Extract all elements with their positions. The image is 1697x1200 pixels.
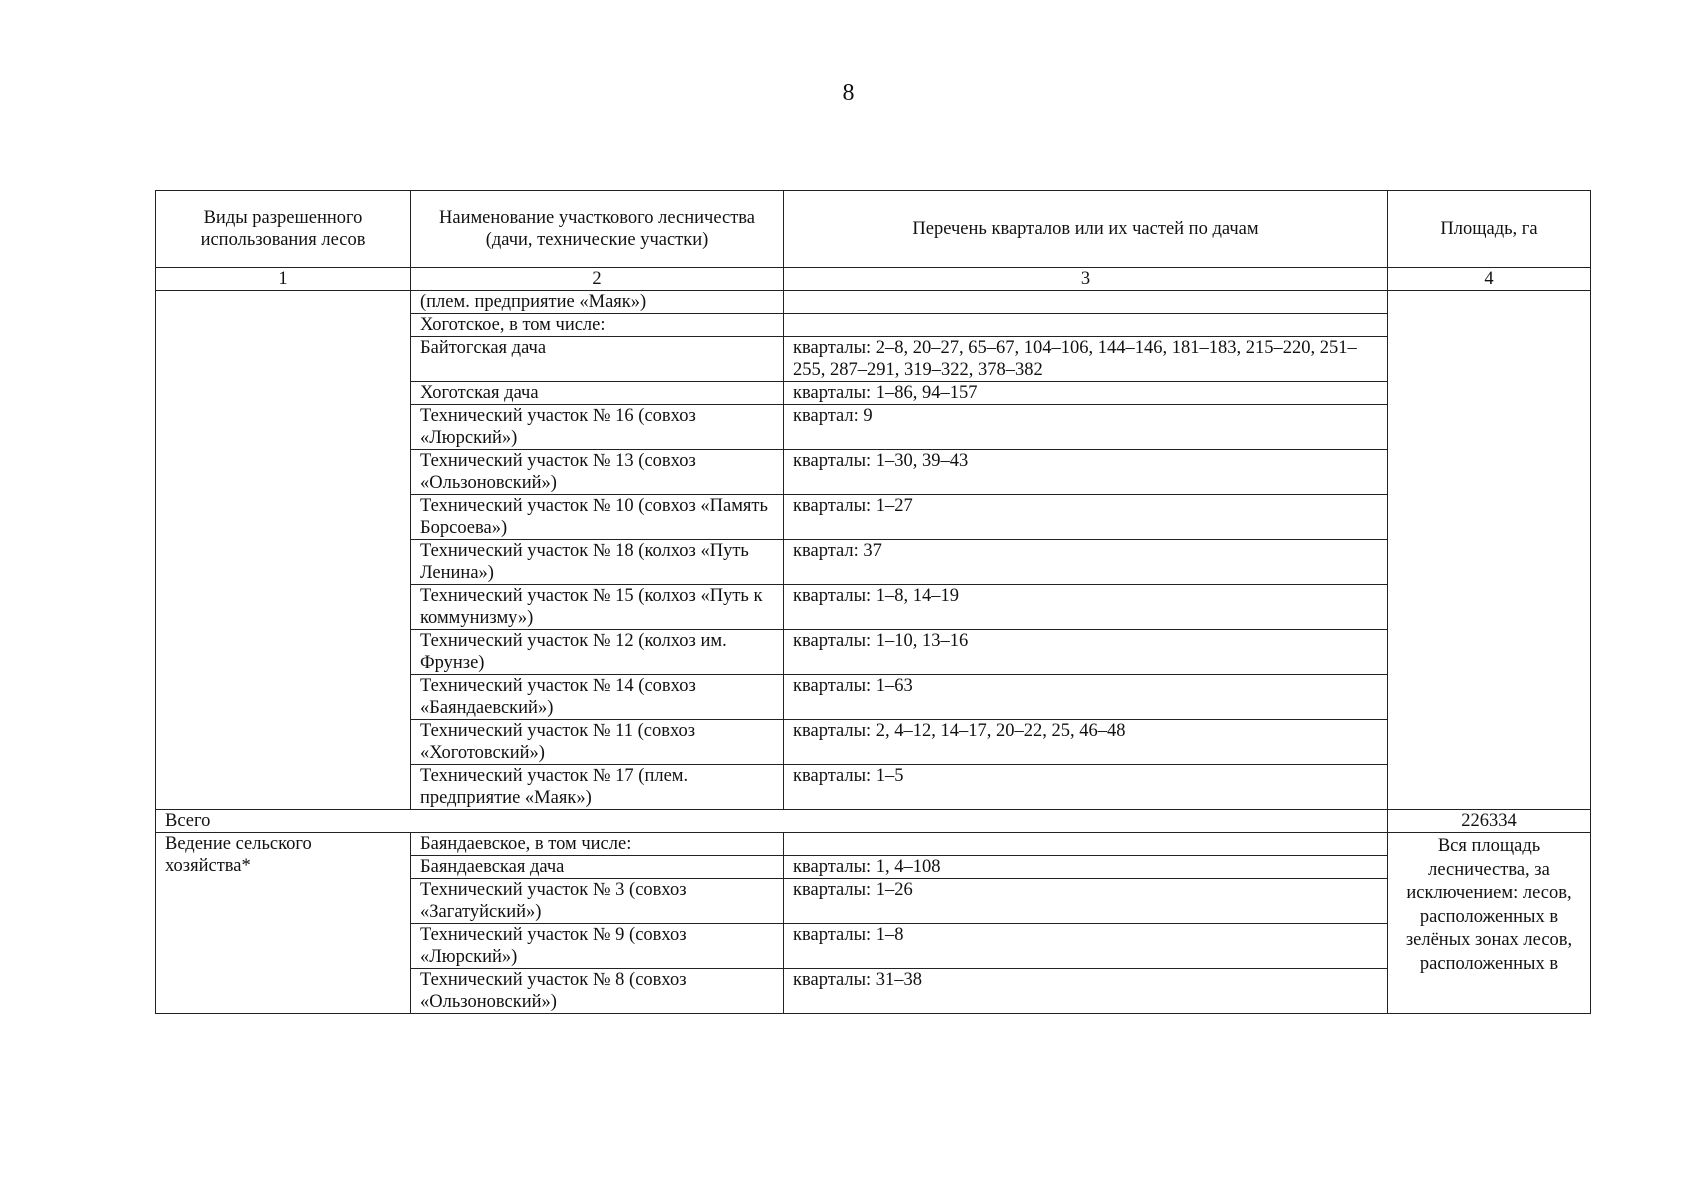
column-number: 1	[156, 268, 411, 291]
quarters-cell: кварталы: 1–5	[784, 765, 1388, 810]
use-type-cell-empty	[156, 291, 411, 810]
quarters-cell: кварталы: 1–30, 39–43	[784, 450, 1388, 495]
area-note-cell: Вся площадь лесничества, за исключением: лесов, расположенных в зелёных зонах лесов, расположенных в	[1388, 833, 1591, 1014]
forestry-name-cell: Баяндаевское, в том числе:	[411, 833, 784, 856]
quarters-cell	[784, 833, 1388, 856]
quarters-cell: кварталы: 1, 4–108	[784, 856, 1388, 879]
forestry-name-cell: Технический участок № 9 (совхоз «Люрский»)	[411, 924, 784, 969]
forestry-name-cell: Технический участок № 3 (совхоз «Загатуйский»)	[411, 879, 784, 924]
column-number: 2	[411, 268, 784, 291]
header-use-type: Виды разрешенного использования лесов	[156, 191, 411, 268]
quarters-cell: квартал: 9	[784, 405, 1388, 450]
forestry-name-cell: Технический участок № 15 (колхоз «Путь к коммунизму»)	[411, 585, 784, 630]
quarters-cell: кварталы: 1–86, 94–157	[784, 382, 1388, 405]
forestry-name-cell: Технический участок № 16 (совхоз «Люрский»)	[411, 405, 784, 450]
quarters-cell	[784, 314, 1388, 337]
forestry-name-cell: Технический участок № 17 (плем. предприятие «Маяк»)	[411, 765, 784, 810]
forestry-name-cell: Баяндаевская дача	[411, 856, 784, 879]
forestry-name-cell: Хоготское, в том числе:	[411, 314, 784, 337]
forestry-name-cell: (плем. предприятие «Маяк»)	[411, 291, 784, 314]
forestry-name-cell: Технический участок № 18 (колхоз «Путь Ленина»)	[411, 540, 784, 585]
use-type-cell: Ведение сельского хозяйства*	[156, 833, 411, 1014]
area-cell-empty	[1388, 291, 1591, 810]
quarters-cell: кварталы: 31–38	[784, 969, 1388, 1014]
table-row	[156, 291, 1591, 314]
column-number: 4	[1388, 268, 1591, 291]
quarters-cell: кварталы: 1–8, 14–19	[784, 585, 1388, 630]
forestry-name-cell: Технический участок № 13 (совхоз «Ользоновский»)	[411, 450, 784, 495]
total-area-value: 226334	[1388, 810, 1591, 833]
forestry-name-cell: Байтогская дача	[411, 337, 784, 382]
forestry-name-cell: Технический участок № 10 (совхоз «Память Борсоева»)	[411, 495, 784, 540]
total-label: Всего	[156, 810, 1388, 833]
quarters-cell: кварталы: 1–27	[784, 495, 1388, 540]
header-forestry-name: Наименование участкового лесничества (дачи, технические участки)	[411, 191, 784, 268]
forestry-name-cell: Технический участок № 11 (совхоз «Хоготовский»)	[411, 720, 784, 765]
page-number: 8	[842, 80, 855, 106]
quarters-cell: кварталы: 1–26	[784, 879, 1388, 924]
total-row	[156, 810, 1591, 833]
quarters-cell: кварталы: 2, 4–12, 14–17, 20–22, 25, 46–48	[784, 720, 1388, 765]
table-header-row	[156, 191, 1591, 268]
column-number-row	[156, 268, 1591, 291]
forestry-name-cell: Хоготская дача	[411, 382, 784, 405]
header-area: Площадь, га	[1388, 191, 1591, 268]
header-quarters-list: Перечень кварталов или их частей по дачам	[784, 191, 1388, 268]
forestry-name-cell: Технический участок № 8 (совхоз «Ользоновский»)	[411, 969, 784, 1014]
forestry-name-cell: Технический участок № 14 (совхоз «Баяндаевский»)	[411, 675, 784, 720]
quarters-cell: квартал: 37	[784, 540, 1388, 585]
forest-use-table	[155, 190, 1591, 1014]
column-number: 3	[784, 268, 1388, 291]
table-row	[156, 833, 1591, 856]
forestry-name-cell: Технический участок № 12 (колхоз им. Фрунзе)	[411, 630, 784, 675]
quarters-cell: кварталы: 1–63	[784, 675, 1388, 720]
quarters-cell: кварталы: 2–8, 20–27, 65–67, 104–106, 144–146, 181–183, 215–220, 251–255, 287–291, 319–322, 378–382	[784, 337, 1388, 382]
quarters-cell: кварталы: 1–8	[784, 924, 1388, 969]
quarters-cell	[784, 291, 1388, 314]
quarters-cell: кварталы: 1–10, 13–16	[784, 630, 1388, 675]
